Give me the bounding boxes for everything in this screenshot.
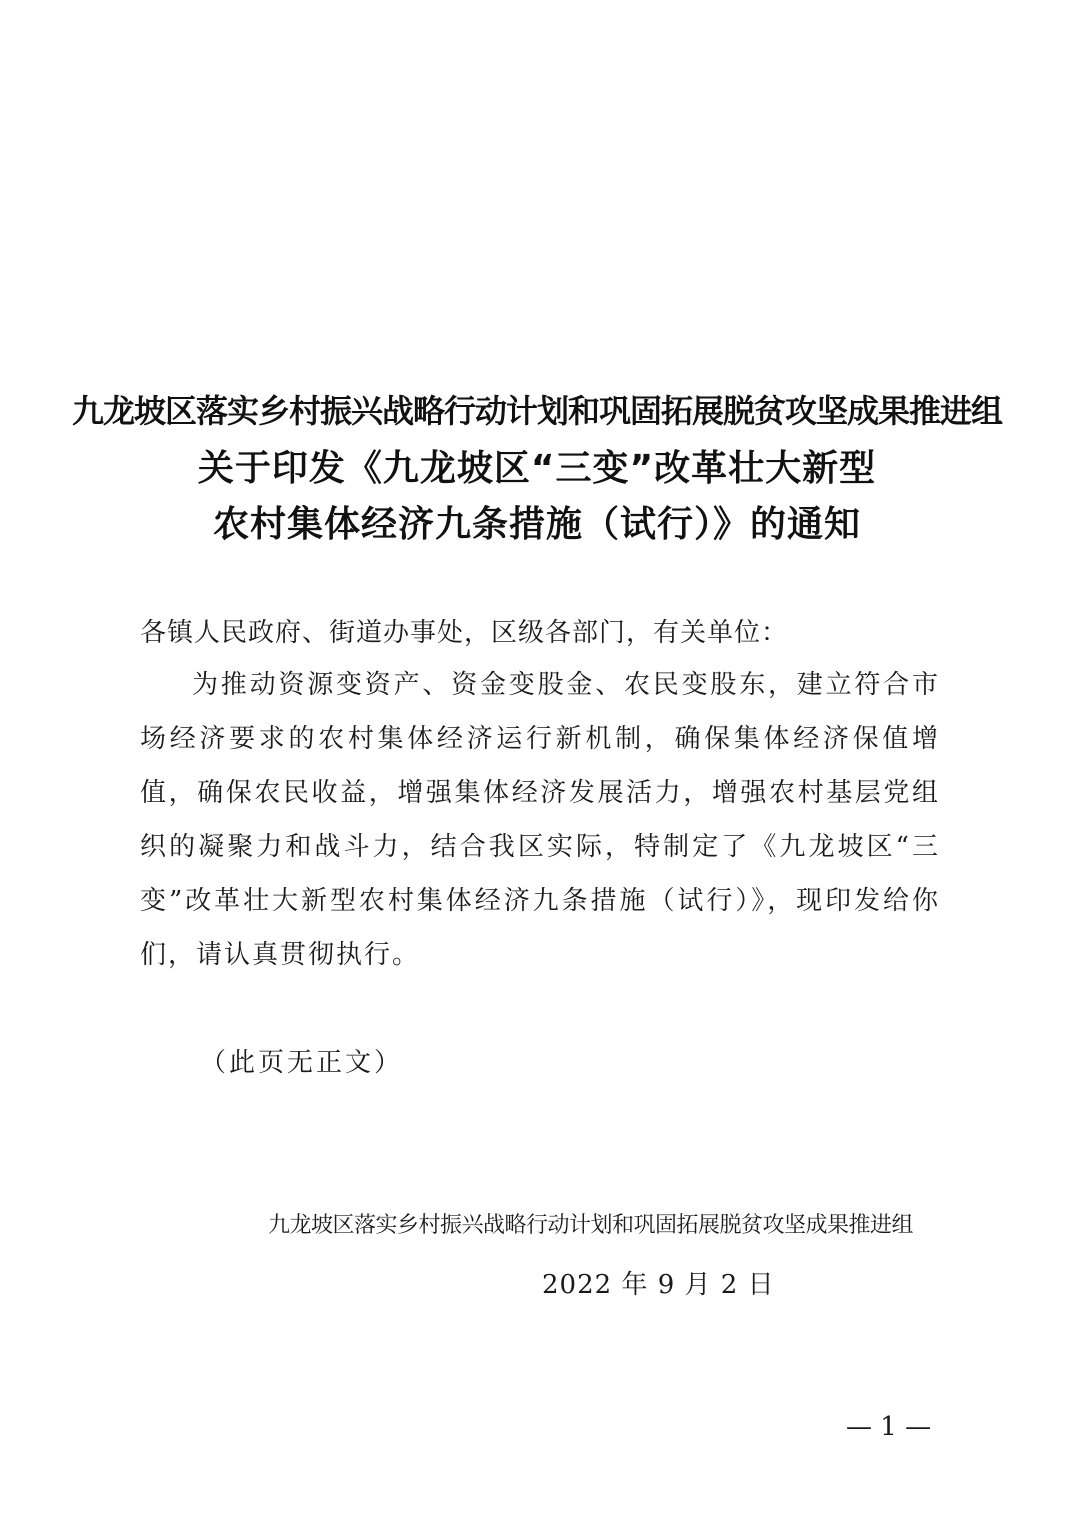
issuer-signature: 九龙坡区落实乡村振兴战略行动计划和巩固拓展脱贫攻坚成果推进组 (268, 1213, 914, 1238)
no-body-note: （此页无正文） (200, 1048, 404, 1078)
salutation: 各镇人民政府、街道办事处，区级各部门，有关单位： (140, 618, 789, 648)
issue-date: 2022 年 9 月 2 日 (542, 1270, 775, 1300)
document-title-line-2: 关于印发《九龙坡区“三变”改革壮大新型 (197, 448, 877, 489)
document-title-line-1: 九龙坡区落实乡村振兴战略行动计划和巩固拓展脱贫攻坚成果推进组 (71, 392, 1002, 430)
document-title-line-3: 农村集体经济九条措施（试行）》的通知 (212, 504, 861, 545)
page-number: — 1 — (846, 1412, 932, 1442)
body-paragraph: 为推动资源变资产、资金变股金、农民变股东，建立符合市场经济要求的农村集体经济运行新机制，确保集体经济保值增值，确保农民收益，增强集体经济发展活力，增强农村基层党组织的凝聚力和战斗力，结合我区实际，特制定了《九龙坡区“三变”改革壮大新型农村集体经济九条措施（试行）》，现印发给你们，请认真贯彻执行。 (140, 670, 940, 970)
